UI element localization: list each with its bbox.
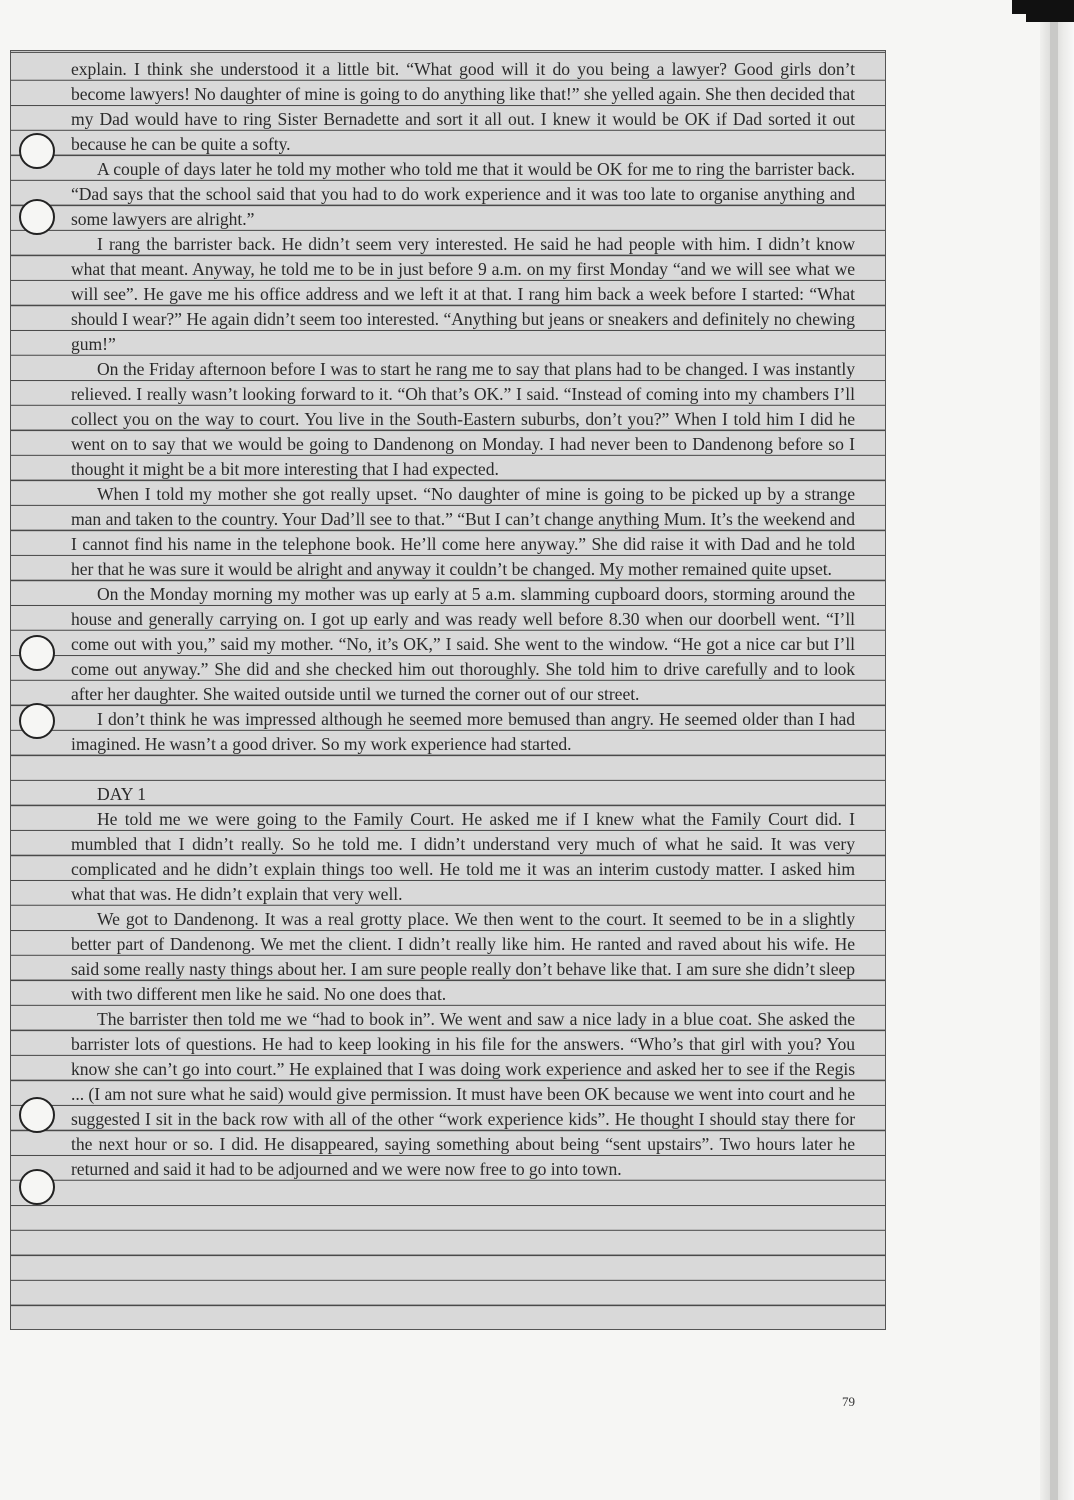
paragraph: I rang the barrister back. He didn’t seem very interested. He said he had people with him. I didn’t know what that meant. Anyway, he told me to be in just before 9 a.m. on my first Monday “and we will see what we will see”. He gave me his office address and we left it at that. I rang him back a week before I started: “What should I wear?” He again didn’t seem too interested. “Anything but jeans or sneakers and definitely no chewing gum!” <box>71 234 855 354</box>
book-gutter <box>1050 20 1058 1500</box>
binder-hole <box>19 703 55 739</box>
journal-text <box>71 57 855 1182</box>
lined-notepad <box>10 50 886 1330</box>
paragraph: When I told my mother she got really upset. “No daughter of mine is going to be picked up by a strange man and taken to the country. Your Dad’ll see to that.” “But I can’t change anything Mum. It’s the weekend and I cannot find his name in the telephone book. He’ll come here anyway.” She did raise it with Dad and he told her that he was sure it would be alright and anyway it couldn’t be changed. My mother remained quite upset. <box>71 484 855 579</box>
binder-hole <box>19 1097 55 1133</box>
corner-mark-tab <box>1026 0 1074 22</box>
paragraph: The barrister then told me we “had to book in”. We went and saw a nice lady in a blue coat. She asked the barrister lots of questions. He had to keep looking in his file for the answers. “Who’s that girl with you? You know she can’t go into court.” He explained that I was doing work experience and asked her to see if the Regis ... (I am not sure what he said) would give permission. It must have been OK because we went into court and he suggested I sit in the back row with all of the other “work experience kids”. He thought I should stay there for the next hour or so. I did. He disappeared, saying something about being “sent upstairs”. Two hours later he returned and said it had to be adjourned and we were now free to go into town. <box>71 1009 855 1179</box>
binder-hole <box>19 133 55 169</box>
paragraph: A couple of days later he told my mother who told me that it would be OK for me to ring the barrister back. “Dad says that the school said that you had to do work experience and it was too late to organise anything and some lawyers are alright.” <box>71 159 855 229</box>
paragraph: He told me we were going to the Family Court. He asked me if I knew what the Family Court did. I mumbled that I didn’t really. So he told me. I didn’t understand very much of what he said. It was very complicated and he didn’t explain things too well. He told me it was an interim custody matter. I asked him what that was. He didn’t explain that very well. <box>71 809 855 904</box>
paragraph: We got to Dandenong. It was a real grotty place. We then went to the court. It seemed to be in a slightly better part of Dandenong. We met the client. I didn’t really like him. He ranted and raved about his wife. He said some really nasty things about her. I am sure people really don’t behave like that. I am sure she didn’t sleep with two different men like he said. No one does that. <box>71 909 855 1004</box>
paragraph: On the Monday morning my mother was up early at 5 a.m. slamming cupboard doors, storming around the house and generally carrying on. I got up early and was ready well before 8.30 when our doorbell went. “I’ll come out with you,” said my mother. “No, it’s OK,” I said. She went to the window. “He got a nice car but I’ll come out anyway.” She did and she checked him out thoroughly. She told him to drive carefully and to look after her daughter. She waited outside until we turned the corner out of our street. <box>71 584 855 704</box>
binder-hole <box>19 635 55 671</box>
day-heading: DAY 1 <box>97 784 147 804</box>
binder-hole <box>19 1169 55 1205</box>
paragraph: On the Friday afternoon before I was to start he rang me to say that plans had to be changed. I was instantly relieved. I really wasn’t looking forward to it. “Oh that’s OK.” I said. “Instead of coming into my chambers I’ll collect you on the way to court. You live in the South-Eastern suburbs, don’t you?” When I told him I did he went on to say that we would be going to Dandenong on Monday. I had never been to Dandenong before so I thought it might be a bit more interesting that I had expected. <box>71 359 855 479</box>
paragraph: explain. I think she understood it a little bit. “What good will it do you being a lawyer? Good girls don’t become lawyers! No daughter of mine is going to do anything like that!” she yelled again. She then decided that my Dad would have to ring Sister Bernadette and sort it all out. I knew it would be OK if Dad sorted it out because he can be quite a softy. <box>71 59 855 154</box>
binder-hole <box>19 199 55 235</box>
paragraph: I don’t think he was impressed although he seemed more bemused than angry. He seemed older than I had imagined. He wasn’t a good driver. So my work experience had started. <box>71 709 855 754</box>
page-number: 79 <box>842 1394 855 1409</box>
